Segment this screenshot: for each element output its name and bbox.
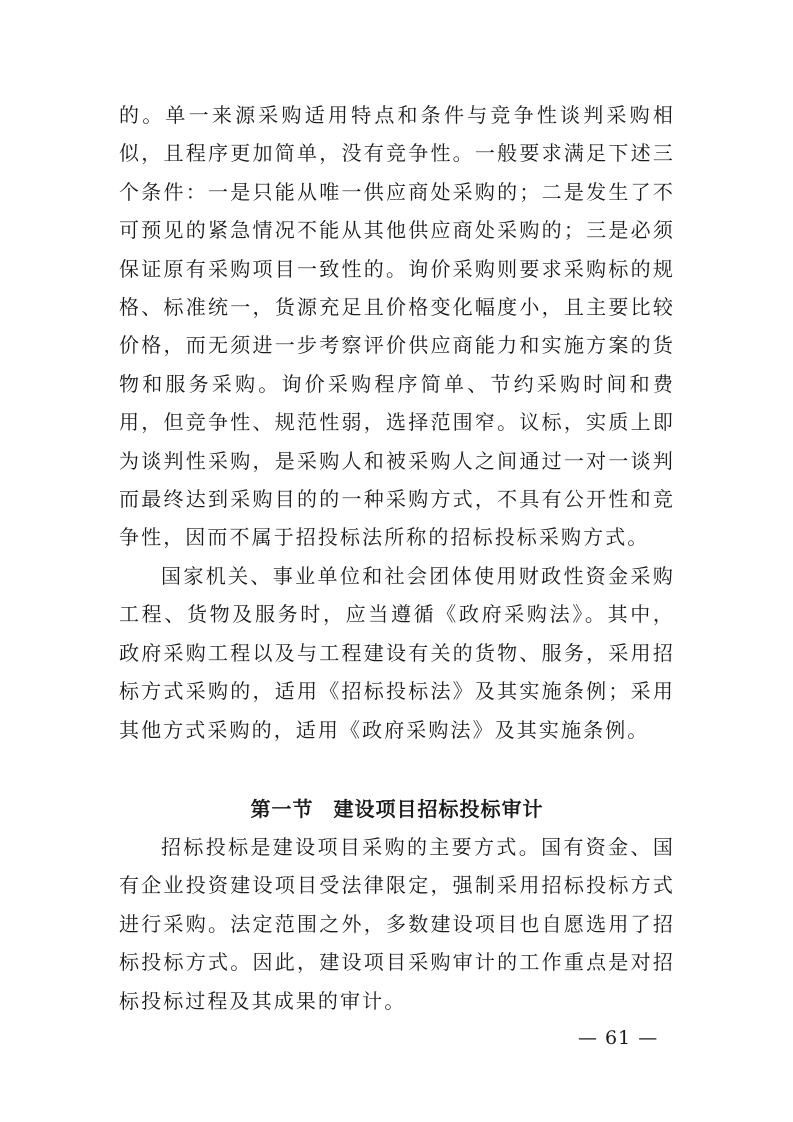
body-paragraph: 招标投标是建设项目采购的主要方式。国有资金、国有企业投资建设项目受法律限定，强制采用招标投标方式进行采购。法定范围之外，多数建设项目也自愿选用了招标投标方式。因此，建设项目采购审计的工作重点是对招标投标过程及其成果的审计。 [119,834,675,1013]
section-title: 建设项目招标投标审计 [333,796,544,821]
body-paragraph: 的。单一来源采购适用特点和条件与竞争性谈判采购相似，且程序更加简单，没有竞争性。一般要求满足下述三个条件：一是只能从唯一供应商处采购的；二是发生了不可预见的紧急情况不能从其他供应商处采购的；三是必须保证原有采购项目一致性的。询价采购则要求采购标的规格、标准统一，货源充足且价格变化幅度小，且主要比较价格，而无须进一步考察评价供应商能力和实施方案的货物和服务采购。询价采购程序简单、节约采购时间和费用，但竞争性、规范性弱，选择范围窄。议标，实质上即为谈判性采购，是采购人和被采购人之间通过一对一谈判而最终达到采购目的的一种采购方式，不具有公开性和竞争性，因而不属于招投标法所称的招标投标采购方式。 [119,103,675,550]
section-number: 第一节 [250,796,314,821]
section-heading [119,790,675,828]
page-body [119,96,675,1020]
body-paragraph: 国家机关、事业单位和社会团体使用财政性资金采购工程、货物及服务时，应当遵循《政府采购法》。其中，政府采购工程以及与工程建设有关的货物、服务，采用招标方式采购的，适用《招标投标法》及其实施条例；采用其他方式采购的，适用《政府采购法》及其实施条例。 [119,563,675,742]
page-number: — 61 — [578,1027,659,1049]
